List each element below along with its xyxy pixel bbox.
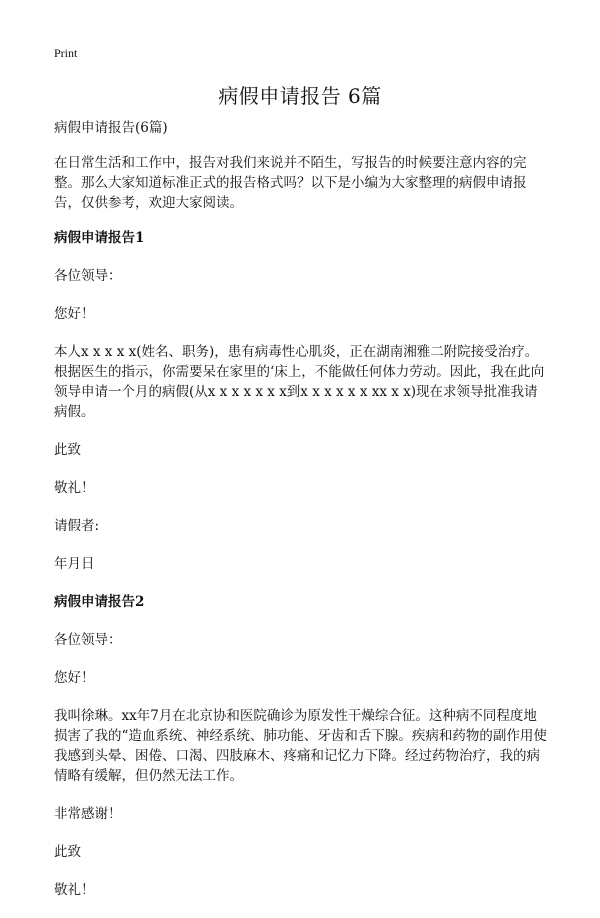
thanks-line-2: 非常感谢！ xyxy=(54,806,122,822)
greeting-2: 您好！ xyxy=(54,670,95,686)
intro-paragraph: 在日常生活和工作中，报告对我们来说并不陌生，写报告的时候要注意内容的完整。那么大家知道标准正式的报告格式吗？以下是小编为大家整理的病假申请报告，仅供参考，欢迎大家阅读。 xyxy=(54,155,527,211)
document-subtitle: 病假申请报告(6篇) xyxy=(54,120,168,136)
closing-regards-1: 此致 xyxy=(54,442,81,458)
page-title: 病假申请报告 6篇 xyxy=(218,84,382,108)
salutation-1: 各位领导： xyxy=(54,268,122,284)
closing-salute-2: 敬礼！ xyxy=(54,882,95,898)
closing-salute-1: 敬礼！ xyxy=(54,480,95,496)
document-body xyxy=(54,118,548,918)
body-paragraph-2: 我叫徐琳。xx年7月在北京协和医院确诊为原发性干燥综合征。这种病不同程度地损害了我的“造血系统、神经系统、肺功能、牙齿和舌下腺。疾病和药物的副作用使我感到头晕、困倦、口渴、四肢麻木、疼痛和记忆力下降。经过药物治疗，我的病情略有缓解，但仍然无法工作。 xyxy=(54,708,547,784)
greeting-1: 您好！ xyxy=(54,306,95,322)
body-paragraph-1: 本人x x x x x(姓名、职务)，患有病毒性心肌炎，正在湖南湘雅二附院接受治疗。根据医生的指示，你需要呆在家里的‘床上，不能做任何体力劳动。因此，我在此向领导申请一个月的病假(从x x x x x x x到x x x x x x xx x x)现在求领导批准我请病假。 xyxy=(54,344,545,420)
section-heading-2: 病假申请报告2 xyxy=(54,594,145,610)
date-line-1: 年月日 xyxy=(54,556,95,572)
signature-line-1: 请假者: xyxy=(54,518,100,534)
closing-regards-2: 此致 xyxy=(54,844,81,860)
section-heading-1: 病假申请报告1 xyxy=(54,230,145,246)
salutation-2: 各位领导： xyxy=(54,632,122,648)
print-label[interactable]: Print xyxy=(54,46,78,60)
